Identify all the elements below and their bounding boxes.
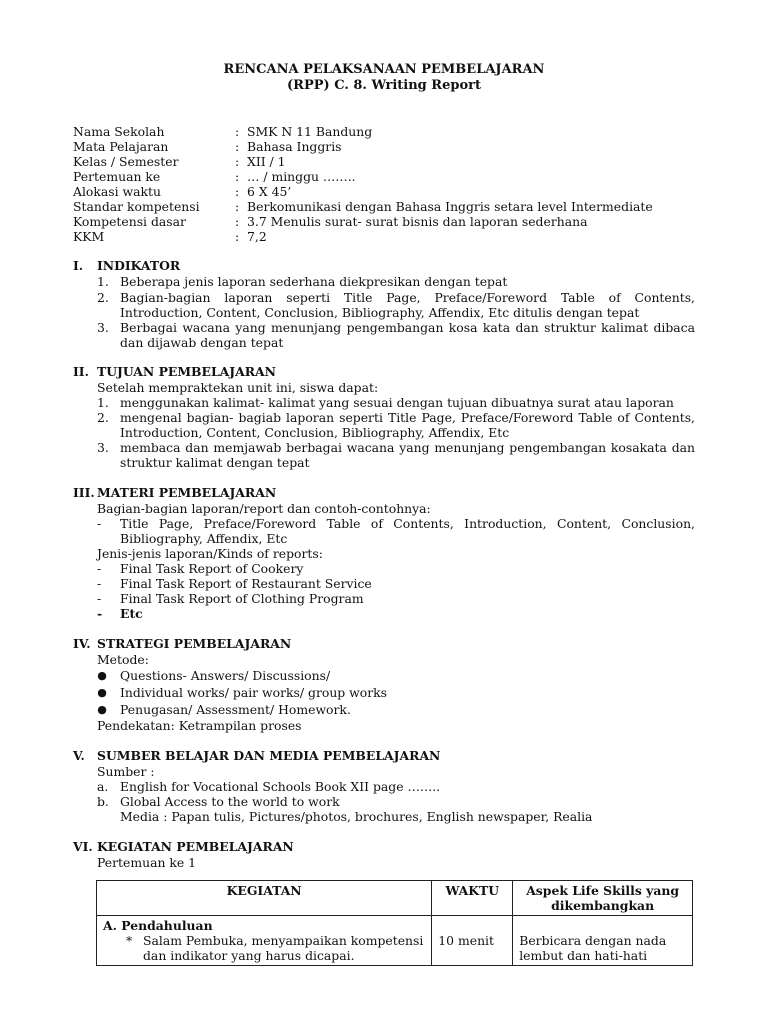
- section-number: IV.: [73, 636, 91, 651]
- dash-marker: -: [97, 576, 102, 591]
- list-item: mengenal bagian- bagiab laporan seperti Title Page, Preface/Foreword Table of Contents, Introduction, Content, Conclusion, Bibliography, Affendix, Etc: [120, 410, 695, 440]
- info-value: 7,2: [247, 229, 267, 244]
- info-label: Kelas / Semester: [73, 154, 179, 169]
- info-colon: :: [235, 214, 240, 229]
- section-intro: Bagian-bagian laporan/report dan contoh-contohnya:: [97, 501, 431, 516]
- column-header: WAKTU: [432, 881, 513, 916]
- bullet-icon: ●: [97, 703, 107, 716]
- list-item: English for Vocational Schools Book XII page ……..: [120, 779, 441, 794]
- list-number: 1.: [97, 274, 109, 289]
- table-cell: [97, 916, 432, 966]
- info-label: Standar kompetensi: [73, 199, 200, 214]
- section-title-strategi: STRATEGI PEMBELAJARAN: [97, 636, 292, 651]
- list-item: Final Task Report of Clothing Program: [120, 591, 364, 606]
- info-value: Berkomunikasi dengan Bahasa Inggris setara level Intermediate: [247, 199, 653, 214]
- info-label: Kompetensi dasar: [73, 214, 186, 229]
- pertemuan-text: Pertemuan ke 1: [97, 855, 197, 870]
- metode-label: Metode:: [97, 652, 149, 667]
- dash-marker: -: [97, 516, 102, 531]
- list-item: Beberapa jenis laporan sederhana diekpresikan dengan tepat: [120, 274, 508, 289]
- info-colon: :: [235, 124, 240, 139]
- list-item: menggunakan kalimat- kalimat yang sesuai dengan tujuan dibuatnya surat atau laporan: [120, 395, 674, 410]
- star-marker: *: [126, 933, 133, 948]
- info-colon: :: [235, 229, 240, 244]
- list-letter: b.: [97, 794, 109, 809]
- waktu-text: 10 menit: [438, 933, 494, 948]
- list-number: 1.: [97, 395, 109, 410]
- dash-marker: -: [97, 561, 102, 576]
- info-colon: :: [235, 199, 240, 214]
- info-value: SMK N 11 Bandung: [247, 124, 373, 139]
- section-number: V.: [73, 748, 85, 763]
- table-header-row: [97, 881, 693, 916]
- list-item: Title Page, Preface/Foreword Table of Contents, Introduction, Content, Conclusion, Bibliography, Affendix, Etc: [120, 516, 695, 546]
- document-title: RENCANA PELAKSANAAN PEMBELAJARAN: [223, 62, 545, 77]
- list-number: 2.: [97, 290, 109, 305]
- kegiatan-text: Salam Pembuka, menyampaikan kompetensi dan indikator yang harus dicapai.: [143, 933, 424, 963]
- section-title-kegiatan: KEGIATAN PEMBELAJARAN: [97, 839, 294, 854]
- section-intro: Setelah mempraktekan unit ini, siswa dapat:: [97, 380, 379, 395]
- document-subtitle: (RPP) C. 8. Writing Report: [287, 78, 481, 93]
- info-value: XII / 1: [247, 154, 286, 169]
- info-colon: :: [235, 139, 240, 154]
- list-item: Final Task Report of Restaurant Service: [120, 576, 372, 591]
- info-label: Pertemuan ke: [73, 169, 161, 184]
- list-item: Bagian-bagian laporan seperti Title Page, Preface/Foreword Table of Contents, Introduction, Content, Conclusion, Bibliography, Affendix, Etc ditulis dengan tepat: [120, 290, 695, 320]
- aspek-text: Berbicara dengan nada lembut dan hati-hati: [519, 933, 667, 963]
- column-header: Aspek Life Skills yang dikembangkan: [513, 881, 693, 916]
- section-title-materi: MATERI PEMBELAJARAN: [97, 485, 277, 500]
- pendekatan-text: Pendekatan: Ketrampilan proses: [97, 718, 302, 733]
- info-value: Bahasa Inggris: [247, 139, 342, 154]
- list-item: Individual works/ pair works/ group works: [120, 685, 388, 700]
- list-letter: a.: [97, 779, 109, 794]
- info-value: 3.7 Menulis surat- surat bisnis dan laporan sederhana: [247, 214, 588, 229]
- info-label: Alokasi waktu: [73, 184, 161, 199]
- dash-marker: -: [97, 591, 102, 606]
- section-number: VI.: [73, 839, 93, 854]
- section-title-tujuan: TUJUAN PEMBELAJARAN: [97, 364, 276, 379]
- bullet-icon: ●: [97, 669, 107, 682]
- kinds-intro: Jenis-jenis laporan/Kinds of reports:: [97, 546, 323, 561]
- dash-marker: -: [97, 606, 103, 621]
- list-item: Penugasan/ Assessment/ Homework.: [120, 702, 351, 717]
- info-colon: :: [235, 169, 240, 184]
- media-text: Media : Papan tulis, Pictures/photos, brochures, English newspaper, Realia: [120, 809, 593, 824]
- info-colon: :: [235, 154, 240, 169]
- info-label: KKM: [73, 229, 105, 244]
- info-value: 6 X 45’: [247, 184, 292, 199]
- list-item: Global Access to the world to work: [120, 794, 340, 809]
- list-number: 3.: [97, 320, 109, 335]
- table-cell: [513, 916, 693, 966]
- kegiatan-table: [96, 880, 693, 966]
- list-item: Etc: [120, 606, 143, 621]
- section-title-sumber: SUMBER BELAJAR DAN MEDIA PEMBELAJARAN: [97, 748, 441, 763]
- list-item: Final Task Report of Cookery: [120, 561, 304, 576]
- table-section-label: A. Pendahuluan: [103, 918, 213, 933]
- table-cell: [432, 916, 513, 966]
- list-number: 2.: [97, 410, 109, 425]
- list-item: Questions- Answers/ Discussions/: [120, 668, 331, 683]
- info-colon: :: [235, 184, 240, 199]
- section-number: II.: [73, 364, 89, 379]
- sumber-label: Sumber :: [97, 764, 155, 779]
- column-header: KEGIATAN: [97, 881, 432, 916]
- table-row: [97, 916, 693, 966]
- section-number: I.: [73, 258, 84, 273]
- info-value: … / minggu ……..: [247, 169, 356, 184]
- list-item: membaca dan memjawab berbagai wacana yang menunjang pengembangan kosakata dan struktur kalimat dengan tepat: [120, 440, 695, 470]
- section-title-indikator: INDIKATOR: [97, 258, 181, 273]
- section-number: III.: [73, 485, 95, 500]
- info-label: Nama Sekolah: [73, 124, 165, 139]
- info-label: Mata Pelajaran: [73, 139, 169, 154]
- bullet-icon: ●: [97, 686, 107, 699]
- list-number: 3.: [97, 440, 109, 455]
- list-item: Berbagai wacana yang menunjang pengembangan kosa kata dan struktur kalimat dibaca dan dijawab dengan tepat: [120, 320, 695, 350]
